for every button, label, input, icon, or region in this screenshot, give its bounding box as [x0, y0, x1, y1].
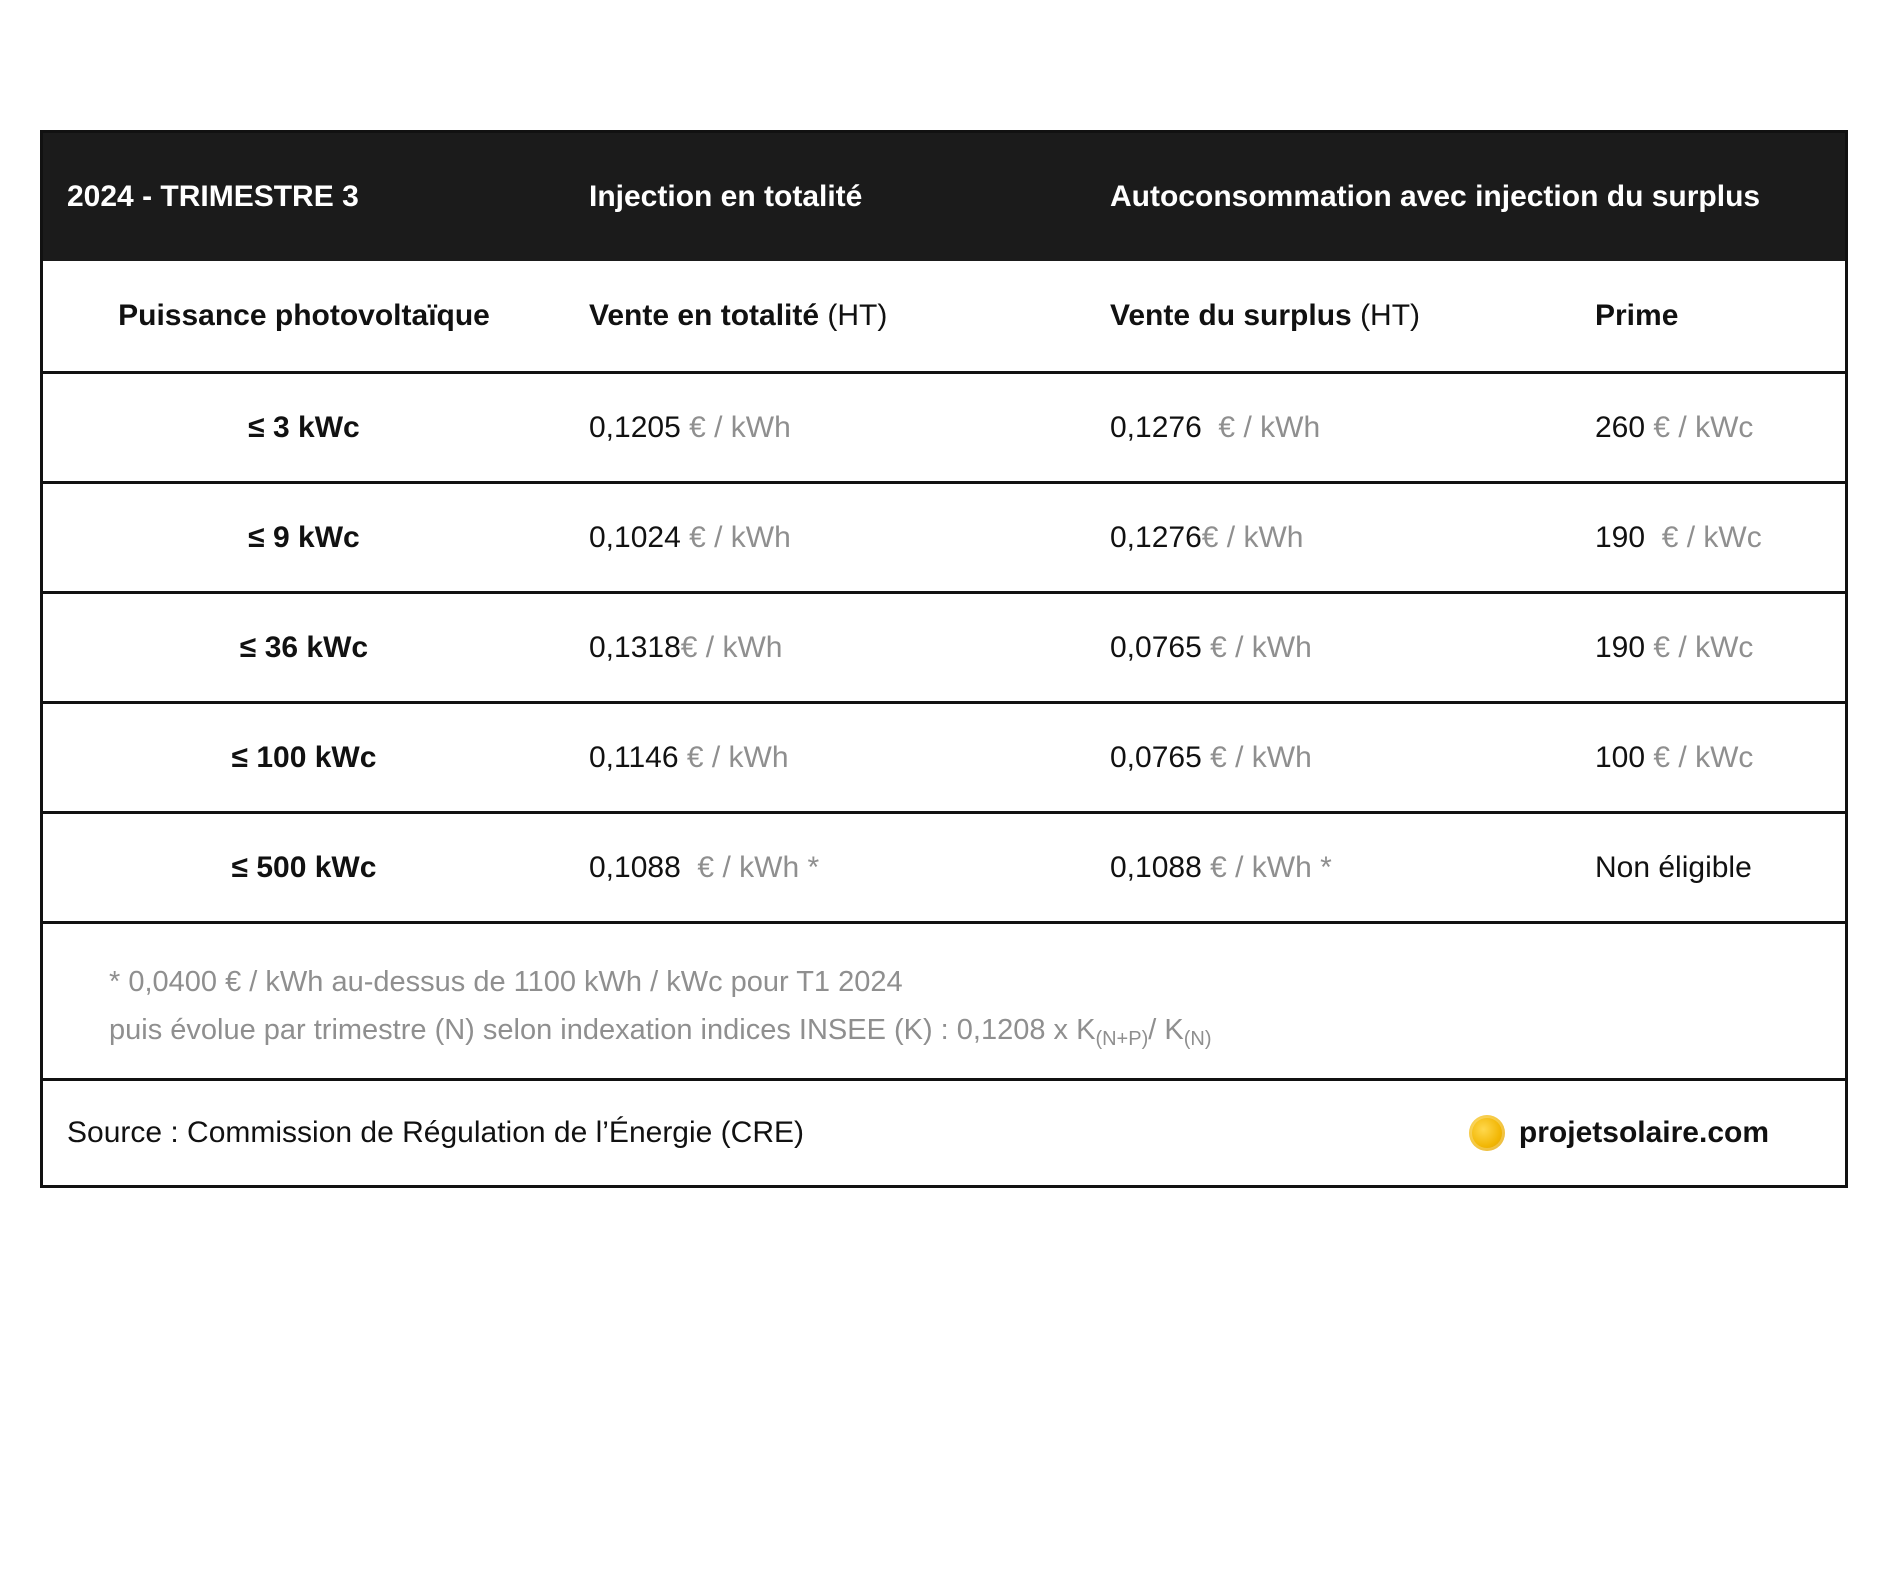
power-cell: ≤ 500 kWc [231, 850, 377, 884]
sale-total-cell [589, 594, 782, 701]
sale-total-value: 0,1024 [589, 520, 681, 554]
sale-total-cell [589, 814, 819, 921]
bonus-cell [1595, 704, 1753, 811]
sale-surplus-unit: € / kWh * [1201, 850, 1332, 884]
brand-name: projetsolaire.com [1518, 1116, 1769, 1149]
bonus-value: Non éligible [1595, 850, 1752, 884]
sale-total-unit: € / kWh [678, 740, 789, 774]
sale-surplus-label: Vente du surplus [1110, 299, 1352, 332]
table-row [43, 814, 1845, 924]
footnote-line-1: * 0,0400 € / kWh au-dessus de 1100 kWh / kWc pour T1 2024 [109, 966, 903, 998]
sale-surplus-unit: € / kWh [1201, 520, 1304, 554]
sale-surplus-value: 0,1088 [1110, 850, 1202, 884]
table-subheader-row [43, 261, 1845, 374]
power-column-header: Puissance photovoltaïque [118, 299, 490, 332]
tariff-table [40, 130, 1848, 1188]
sale-surplus-value: 0,0765 [1110, 630, 1202, 664]
table-row [43, 374, 1845, 484]
sale-total-column-header [589, 261, 887, 371]
footnote-sub-n: (N) [1183, 1028, 1212, 1050]
sale-surplus-unit: € / kWh [1201, 410, 1321, 444]
sale-surplus-cell [1110, 484, 1303, 591]
sale-surplus-value: 0,1276 [1110, 520, 1202, 554]
bonus-unit: € / kWc [1645, 520, 1762, 554]
bonus-unit: € / kWc [1645, 740, 1754, 774]
sale-total-value: 0,1205 [589, 410, 681, 444]
table-row [43, 594, 1845, 704]
sale-surplus-unit: € / kWh [1201, 740, 1312, 774]
footnote-line-2 [109, 1006, 1211, 1063]
bonus-cell [1595, 374, 1753, 481]
sale-total-cell [589, 374, 791, 481]
sale-surplus-unit: € / kWh [1201, 630, 1312, 664]
source-row [43, 1081, 1845, 1185]
table-row [43, 704, 1845, 814]
table-row [43, 484, 1845, 594]
bonus-cell [1595, 484, 1762, 591]
power-cell: ≤ 100 kWc [231, 740, 377, 774]
bonus-cell [1595, 594, 1753, 701]
sun-logo-icon [1469, 1115, 1505, 1151]
sale-total-label: Vente en totalité [589, 299, 820, 332]
footnote-row [43, 924, 1845, 1081]
footnote-separator: / K [1148, 1014, 1184, 1046]
sale-surplus-value: 0,1276 [1110, 410, 1202, 444]
sale-total-unit: € / kWh [680, 410, 791, 444]
sale-total-unit: € / kWh [680, 520, 791, 554]
footnote-sub-np: (N+P) [1095, 1028, 1149, 1050]
sale-surplus-cell [1110, 374, 1320, 481]
sale-total-unit: € / kWh * [680, 850, 820, 884]
sale-total-value: 0,1088 [589, 850, 681, 884]
bonus-value: 260 [1595, 410, 1646, 444]
sale-surplus-cell [1110, 814, 1332, 921]
bonus-value: 100 [1595, 740, 1646, 774]
bonus-value: 190 [1595, 630, 1646, 664]
bonus-value: 190 [1595, 520, 1646, 554]
table-header-row [43, 133, 1845, 261]
power-cell: ≤ 3 kWc [248, 410, 360, 444]
footnote [109, 958, 1211, 1063]
injection-total-heading: Injection en totalité [589, 180, 863, 213]
bonus-unit: € / kWc [1645, 630, 1754, 664]
bonus-cell [1595, 814, 1752, 921]
sale-total-cell [589, 704, 789, 811]
sale-surplus-cell [1110, 594, 1312, 701]
autoconsumption-heading: Autoconsommation avec injection du surplus [1110, 180, 1761, 213]
bonus-unit: € / kWc [1645, 410, 1754, 444]
sale-surplus-column-header [1110, 261, 1420, 371]
bonus-column-header: Prime [1595, 299, 1679, 332]
sale-total-unit: € / kWh [680, 630, 783, 664]
brand [1469, 1081, 1769, 1185]
sale-total-value: 0,1318 [589, 630, 681, 664]
power-cell: ≤ 9 kWc [248, 520, 360, 554]
sale-surplus-cell [1110, 704, 1312, 811]
source-text: Source : Commission de Régulation de l’Énergie (CRE) [67, 1116, 804, 1149]
period-title: 2024 - TRIMESTRE 3 [67, 180, 359, 213]
sale-total-value: 0,1146 [589, 740, 679, 774]
sale-total-cell [589, 484, 791, 591]
sale-surplus-ht: (HT) [1360, 299, 1421, 332]
sale-total-ht: (HT) [827, 299, 888, 332]
power-cell: ≤ 36 kWc [239, 630, 369, 664]
sale-surplus-value: 0,0765 [1110, 740, 1202, 774]
footnote-formula: puis évolue par trimestre (N) selon indexation indices INSEE (K) : 0,1208 x K [109, 1014, 1096, 1046]
